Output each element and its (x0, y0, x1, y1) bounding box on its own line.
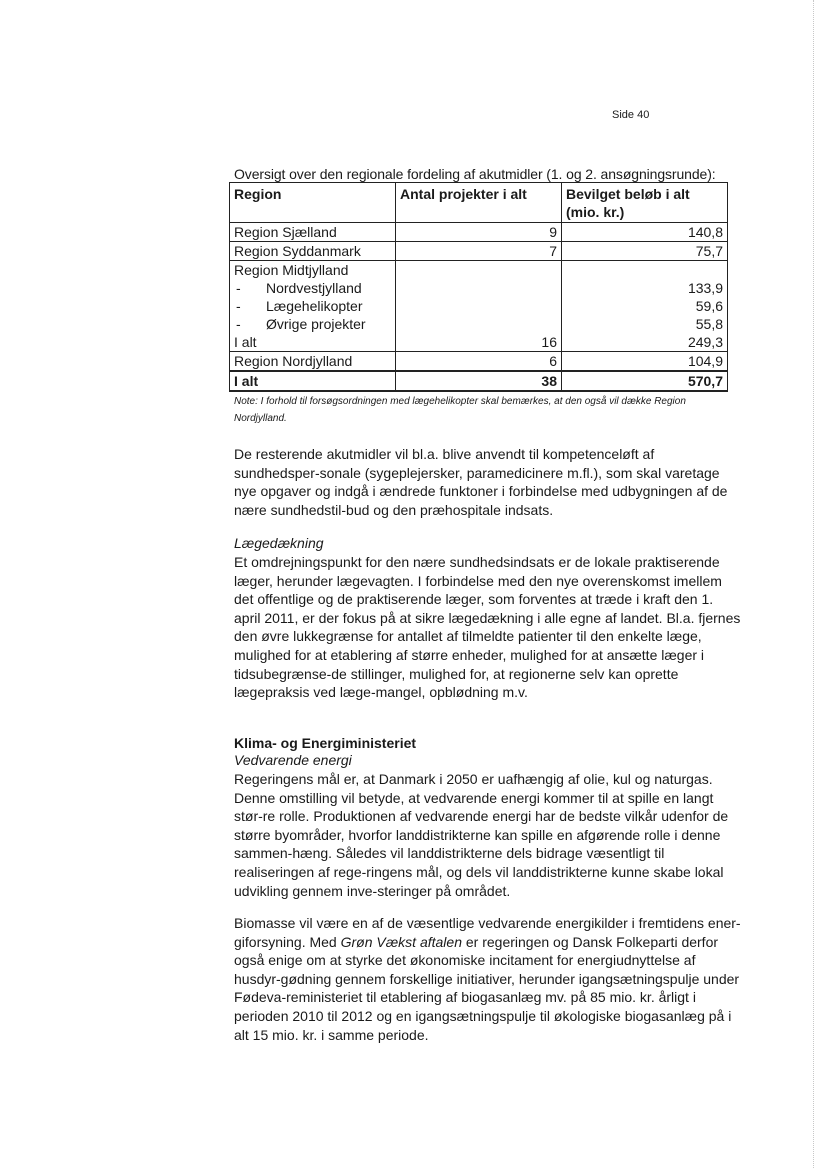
subtotal-projects: 16 (396, 333, 562, 352)
paragraph: De resterende akutmidler vil bl.a. blive anvendt til kompetenceløft af sundhedsper-sonale (sygeplejersker, paramedicinere m.fl.), som skal varetage nye opgaver og indgå i ændrede funktoner i forbindelse med udbygningen af de nære sundhedstil-bud og den præhospitale indsats. (234, 446, 728, 518)
subtotal-label: I alt (230, 333, 396, 352)
table-caption: Oversigt over den regionale fordeling af akutmidler (1. og 2. ansøgningsrunde): (234, 166, 716, 182)
table-subtotal-row (230, 333, 728, 352)
table-subrow: - Øvrige projekter 55,8 (230, 315, 728, 333)
paragraph: Biomasse vil være en af de væsentlige vedvarende energikilder i fremtidens ener-giforsyning. Med Grøn Vækst aftalen er regeringen og Dansk Folkeparti derfor også enige om at styrke det økonomiske incitament for energiudnyttelse af husdyr-gødning gennem forskellige initiativer, herunder igangsætningspulje under Fødeva-reministeriet til etablering af biogasanlæg mv. på 85 mio. kr. årligt i perioden 2010 til 2012 og en igangsætningspulje til økologiske biogasanlæg på i alt 15 mio. kr. i samme periode. (234, 915, 741, 1043)
paragraph: Et omdrejningspunkt for den nære sundhedsindsats er de lokale praktiserende læger, herunder lægevagten. I forbindelse med den nye overenskomst imellem det offentlige og de praktiserende læger, som forventes at træde i kraft den 1. april 2011, er der fokus på at sikre lægedækning i alle egne af landet. Bl.a. fjernes den øvre lukkegrænse for antallet af tilmeldte patienter til den enkelte læge, mulighed for at etablering af større enheder, mulighed for at ansætte læger i tidsubegrænse-de stillinger, mulighed for, at regionerne selv kan oprette lægepraksis ved læge-mangel, opblødning m.v. (234, 554, 741, 701)
row-projects: 9 (396, 223, 562, 242)
row-amount: 104,9 (562, 352, 728, 372)
row-region: Region Midtjylland (230, 261, 396, 280)
paragraph: Regeringens mål er, at Danmark i 2050 er uafhængig af olie, kul og naturgas. Denne omstilling vil betyde, at vedvarende energi kommer til at spille en langt stør-re rolle. Produktionen af vedvarende energi har de bedste vilkår udenfor de større byområder, hvorfor landdistrikterne kan spille en afgørende rolle i denne sammen-hæng. Således vil landdistrikterne dels bidrage væsentligt til realiseringen af rege-ringens mål, og dels vil landdistrikterne kunne skabe lokal udvikling gennem inve-steringer på området. (234, 771, 729, 899)
row-projects: 7 (396, 242, 562, 261)
subheading-laegedaekning: Lægedækning (234, 535, 324, 551)
page-edge (813, 0, 815, 1168)
row-region: Region Nordjylland (230, 352, 396, 372)
table-row (230, 242, 728, 261)
header-projects: Antal projekter i alt (396, 183, 562, 223)
page-number: Side 40 (612, 109, 650, 121)
table-header-row (230, 183, 728, 223)
row-amount: 140,8 (562, 223, 728, 242)
header-amount: Bevilget beløb i alt (mio. kr.) (562, 183, 728, 223)
subrow-label: Øvrige projekter (266, 316, 366, 332)
subrow-label: Nordvestjylland (266, 280, 362, 296)
table-subrow: - Nordvestjylland 133,9 (230, 279, 728, 297)
table-total-row (230, 371, 728, 391)
table-row (230, 352, 728, 372)
allocation-table (229, 182, 728, 392)
subrow-label: Lægehelikopter (266, 298, 363, 314)
subheading-vedvarende-energi: Vedvarende energi (234, 752, 352, 768)
row-amount: 75,7 (562, 242, 728, 261)
total-projects: 38 (396, 371, 562, 391)
total-amount: 570,7 (562, 371, 728, 391)
subtotal-amount: 249,3 (562, 333, 728, 352)
total-label: I alt (230, 371, 396, 391)
row-region: Region Sjælland (230, 223, 396, 242)
row-projects: 6 (396, 352, 562, 372)
agreement-name: Grøn Vækst aftalen (340, 933, 462, 950)
row-region: Region Syddanmark (230, 242, 396, 261)
header-region: Region (230, 183, 396, 223)
subrow-amount: 59,6 (562, 297, 728, 315)
table-row (230, 223, 728, 242)
table-subrow: - Lægehelikopter 59,6 (230, 297, 728, 315)
subrow-amount: 133,9 (562, 279, 728, 297)
table-row (230, 261, 728, 280)
table-note: Note: I forhold til forsøgsordningen med lægehelikopter skal bemærkes, at den også vil dække Region Nordjylland. (234, 396, 686, 424)
subrow-amount: 55,8 (562, 315, 728, 333)
section-heading: Klima- og Energiministeriet (234, 735, 417, 751)
